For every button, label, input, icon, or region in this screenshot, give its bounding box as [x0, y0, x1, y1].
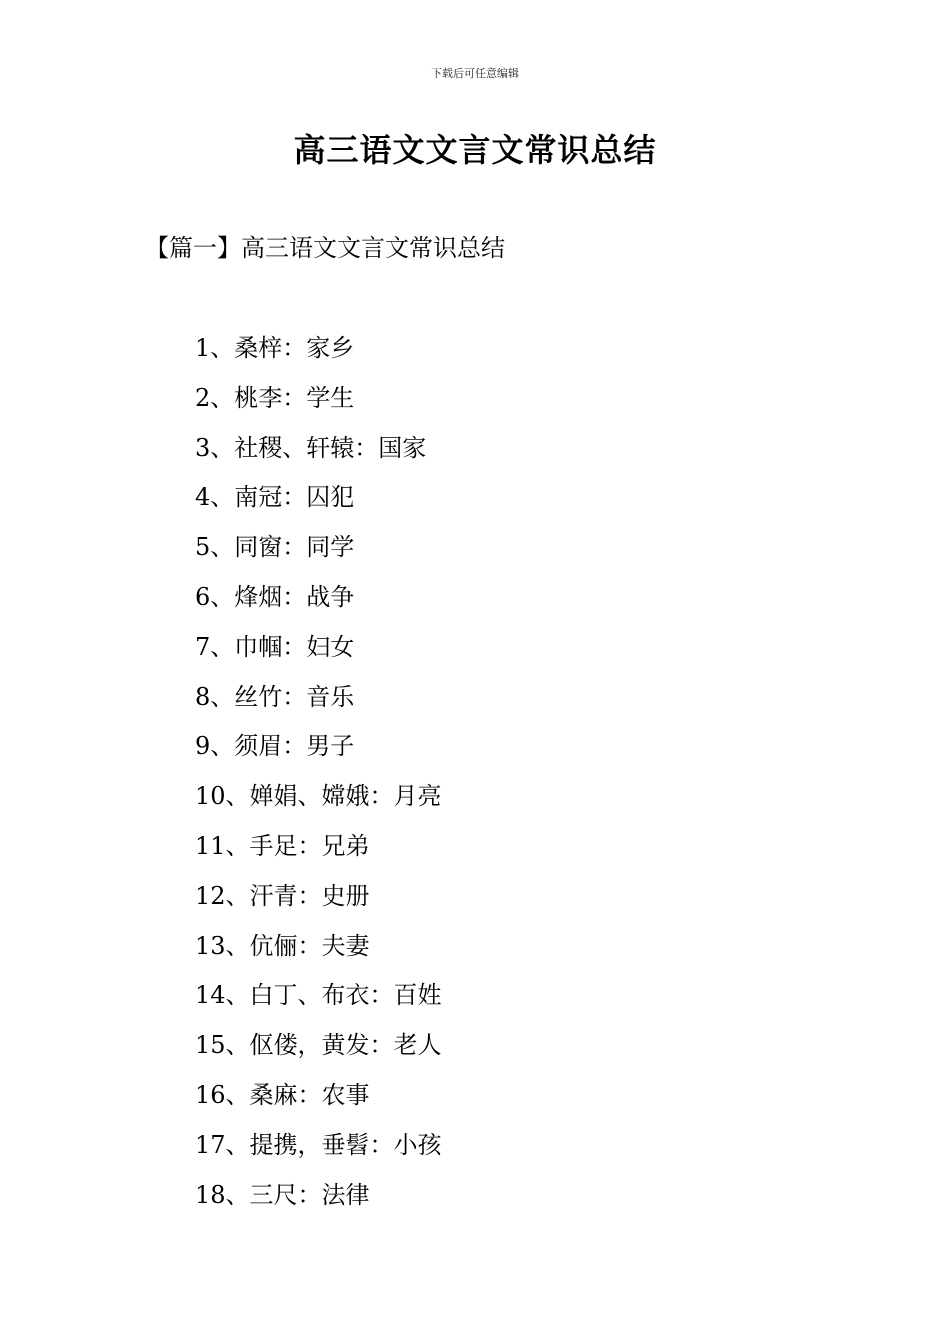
term-list [195, 329, 442, 1225]
list-item: 14、白丁、布衣：百姓 [195, 981, 442, 1010]
list-item: 16、桑麻：农事 [195, 1080, 370, 1109]
list-item: 12、汗青：史册 [195, 881, 370, 910]
list-item: 5、同窗：同学 [195, 533, 355, 562]
page-title: 高三语文文言文常识总结 [293, 131, 657, 169]
list-item: 8、丝竹：音乐 [195, 682, 355, 711]
list-item: 6、烽烟：战争 [195, 582, 355, 611]
list-item: 11、手足：兄弟 [195, 831, 370, 860]
list-item: 2、桃李：学生 [195, 383, 355, 412]
list-item: 18、三尺：法律 [195, 1180, 370, 1209]
list-item: 9、须眉：男子 [195, 732, 355, 761]
list-item: 3、社稷、轩辕：国家 [195, 433, 427, 462]
list-item: 7、巾帼：妇女 [195, 632, 355, 661]
list-item: 1、桑梓：家乡 [195, 334, 355, 362]
header-note: 下载后可任意编辑 [431, 67, 519, 80]
list-item: 13、伉俪：夫妻 [195, 931, 370, 960]
list-item: 17、提携，垂髫：小孩 [195, 1130, 442, 1159]
section-heading: 【篇一】高三语文文言文常识总结 [145, 234, 505, 262]
list-item: 10、婵娟、嫦娥：月亮 [195, 782, 442, 811]
list-item: 15、伛偻，黄发：老人 [195, 1031, 442, 1060]
list-item: 4、南冠：囚犯 [195, 483, 355, 512]
